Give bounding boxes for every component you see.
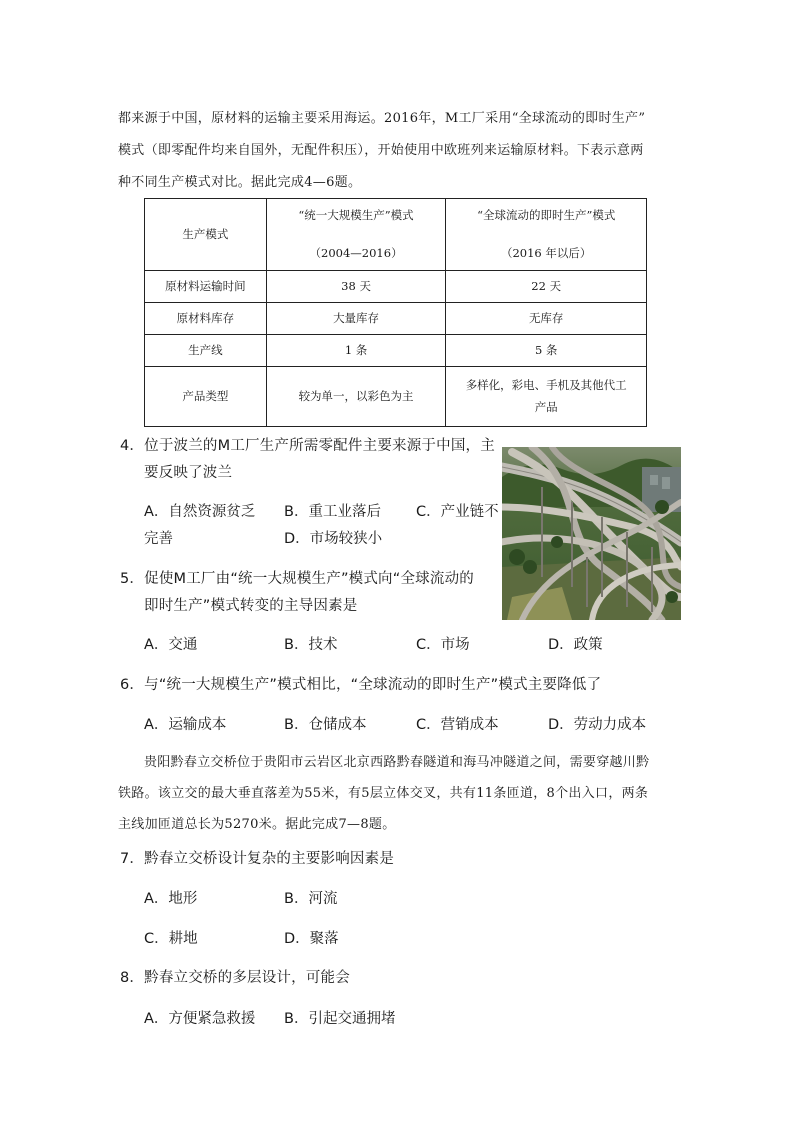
table-row — [145, 271, 647, 303]
intro-paragraph-line-3: 种不同生产模式对比。据此完成4—6题。 — [118, 175, 362, 190]
row-value-mode-2: 5 条 — [446, 335, 647, 367]
row-label: 生产线 — [145, 335, 267, 367]
question-4-option-d[interactable]: D．市场较狭小 — [284, 531, 383, 547]
question-4-option-c[interactable]: C．产业链不 — [416, 504, 499, 520]
table-header-mode-1 — [266, 199, 446, 271]
question-5-option-b[interactable]: B．技术 — [284, 637, 338, 653]
question-8-option-a[interactable]: A．方便紧急救援 — [144, 1011, 256, 1027]
question-6-stem: 6．与“统一大规模生产”模式相比，“全球流动的即时生产”模式主要降低了 — [120, 677, 602, 693]
row-label: 原材料运输时间 — [145, 271, 267, 303]
question-5-stem-line-1: 5．促使M工厂由“统一大规模生产”模式向“全球流动的 — [120, 571, 474, 587]
table-header-mode-2 — [446, 199, 647, 271]
question-7-option-d[interactable]: D．聚落 — [284, 931, 339, 947]
intro-paragraph-line-2: 模式（即零配件均来自国外，无配件积压），开始使用中欧班列来运输原材料。下表示意两 — [118, 143, 644, 158]
question-6-option-c[interactable]: C．营销成本 — [416, 717, 499, 733]
question-6-option-b[interactable]: B．仓储成本 — [284, 717, 367, 733]
question-6-option-a[interactable]: A．运输成本 — [144, 717, 227, 733]
question-7-option-b[interactable]: B．河流 — [284, 891, 338, 907]
table-header-label: 生产模式 — [145, 199, 267, 271]
mode-2-title: “全球流动的即时生产”模式 — [477, 207, 616, 222]
row-value-mode-1: 较为单一，以彩色为主 — [266, 367, 446, 427]
question-4-option-c-continued: 完善 — [144, 531, 173, 547]
row-label: 原材料库存 — [145, 303, 267, 335]
table-row — [145, 335, 647, 367]
question-5-stem-line-2: 即时生产”模式转变的主导因素是 — [144, 598, 358, 614]
row-label: 产品类型 — [145, 367, 267, 427]
interchange-photo — [502, 447, 681, 620]
mode-2-period: （2016 年以后） — [500, 245, 592, 260]
question-7-stem: 7．黔春立交桥设计复杂的主要影响因素是 — [120, 851, 395, 867]
row-value-mode-1: 38 天 — [266, 271, 446, 303]
production-mode-table — [144, 198, 647, 427]
table-row — [145, 303, 647, 335]
question-5-option-a[interactable]: A．交通 — [144, 637, 198, 653]
intro2-paragraph-line-3: 主线加匝道总长为5270米。据此完成7—8题。 — [118, 817, 396, 832]
intro2-paragraph-line-1: 贵阳黔春立交桥位于贵阳市云岩区北京西路黔春隧道和海马冲隧道之间，需要穿越川黔 — [144, 755, 650, 770]
question-4-stem-line-1: 4．位于波兰的M工厂生产所需零配件主要来源于中国，主 — [120, 438, 495, 454]
table-header-row — [145, 199, 647, 271]
question-8-option-b[interactable]: B．引起交通拥堵 — [284, 1011, 396, 1027]
question-7-option-a[interactable]: A．地形 — [144, 891, 198, 907]
question-4-option-b[interactable]: B．重工业落后 — [284, 504, 381, 520]
intro2-paragraph-line-2: 铁路。该立交的最大垂直落差为55米，有5层立体交叉，共有11条匝道，8个出入口，两条 — [118, 786, 649, 801]
question-8-stem: 8．黔春立交桥的多层设计，可能会 — [120, 970, 350, 986]
mode-1-period: （2004—2016） — [309, 245, 403, 260]
question-4-stem-line-2: 要反映了波兰 — [144, 465, 233, 481]
intro-paragraph-line-1: 都来源于中国，原材料的运输主要采用海运。2016年，M工厂采用“全球流动的即时生产” — [118, 111, 646, 126]
row-value-mode-2: 无库存 — [446, 303, 647, 335]
question-4-option-a[interactable]: A．自然资源贫乏 — [144, 504, 256, 520]
question-5-option-d[interactable]: D．政策 — [548, 637, 603, 653]
question-5-option-c[interactable]: C．市场 — [416, 637, 470, 653]
question-6-option-d[interactable]: D．劳动力成本 — [548, 717, 647, 733]
question-7-option-c[interactable]: C．耕地 — [144, 931, 198, 947]
table-row — [145, 367, 647, 427]
row-value-mode-1: 大量库存 — [266, 303, 446, 335]
row-value-mode-1: 1 条 — [266, 335, 446, 367]
row-value-mode-2: 22 天 — [446, 271, 647, 303]
row-value-line-1: 多样化，彩电、手机及其他代工 — [465, 377, 627, 392]
mode-1-title: “统一大规模生产”模式 — [298, 207, 414, 222]
row-value-line-2: 产品 — [534, 399, 558, 414]
row-value-mode-2 — [446, 367, 647, 427]
